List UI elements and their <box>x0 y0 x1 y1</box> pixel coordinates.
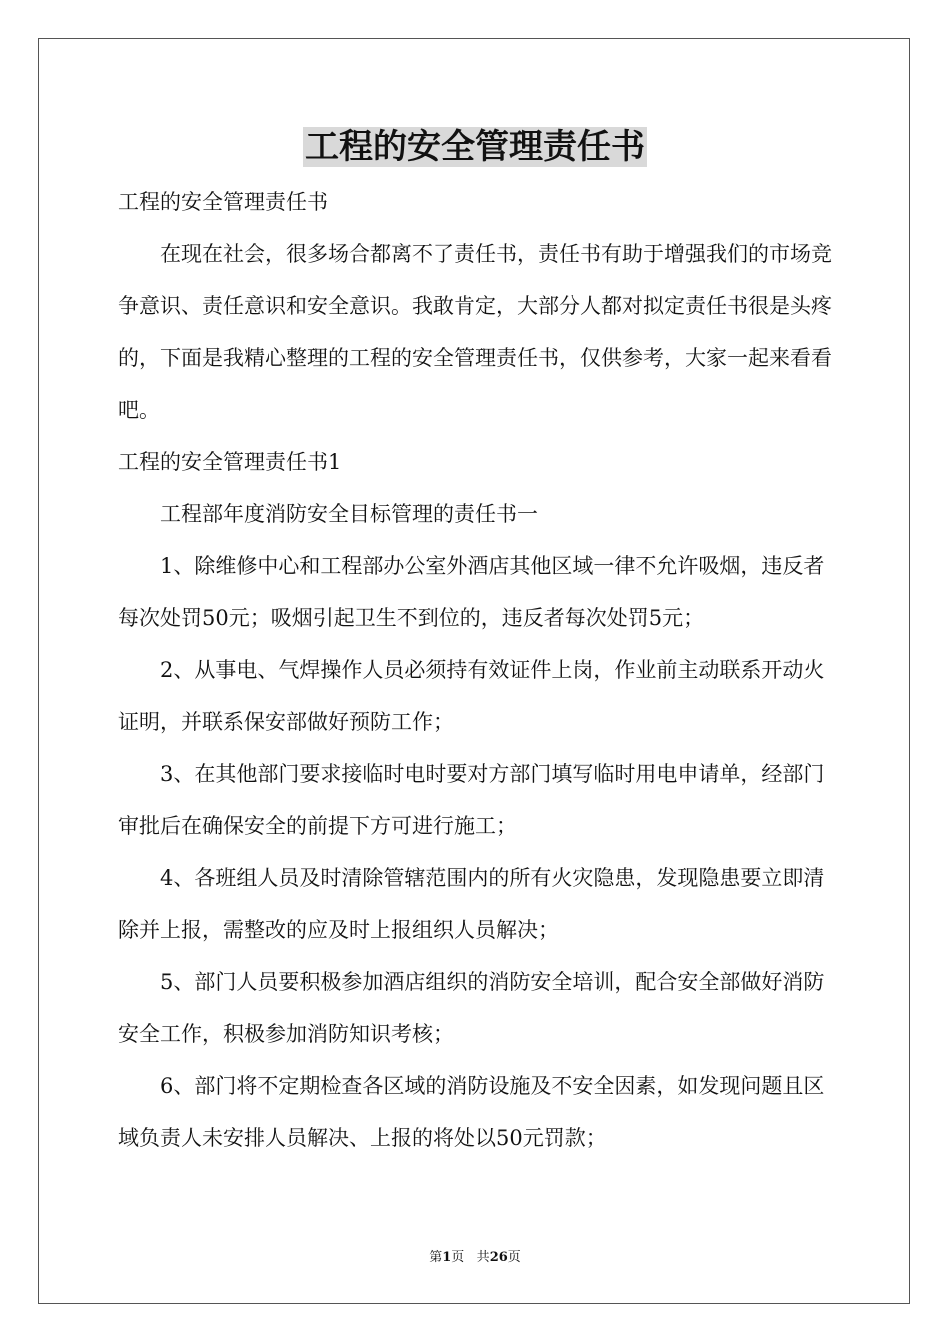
document-body <box>118 176 838 1164</box>
paragraph-heading: 工程的安全管理责任书 <box>118 190 328 214</box>
list-item: 5、部门人员要积极参加酒店组织的消防安全培训，配合安全部做好消防安全工作，积极参加消防知识考核； <box>118 970 825 1046</box>
page-footer <box>0 1246 950 1265</box>
list-item: 3、在其他部门要求接临时电时要对方部门填写临时用电申请单，经部门审批后在确保安全的前提下方可进行施工； <box>118 762 825 838</box>
footer-page-prefix: 第 <box>429 1250 443 1265</box>
document-title-text: 工程的安全管理责任书 <box>305 127 645 167</box>
footer-total-pages: 26 <box>489 1250 508 1265</box>
section-heading-1: 工程的安全管理责任书1 <box>118 450 342 474</box>
footer-total-suffix: 页 <box>507 1250 521 1265</box>
subsection-heading: 工程部年度消防安全目标管理的责任书一 <box>160 502 538 526</box>
footer-total-prefix: 共 <box>476 1250 490 1265</box>
paragraph-intro: 在现在社会，很多场合都离不了责任书，责任书有助于增强我们的市场竞争意识、责任意识和安全意识。我敢肯定，大部分人都对拟定责任书很是头疼的，下面是我精心整理的工程的安全管理责任书，仅供参考，大家一起来看看吧。 <box>118 242 832 422</box>
footer-page-number: 1 <box>442 1250 452 1265</box>
list-item: 6、部门将不定期检查各区域的消防设施及不安全因素，如发现问题且区域负责人未安排人员解决、上报的将处以50元罚款； <box>118 1074 825 1150</box>
list-item: 2、从事电、气焊操作人员必须持有效证件上岗，作业前主动联系开动火证明，并联系保安部做好预防工作； <box>118 658 825 734</box>
footer-page-suffix: 页 <box>451 1250 465 1265</box>
list-item: 1、除维修中心和工程部办公室外酒店其他区域一律不允许吸烟，违反者每次处罚50元；吸烟引起卫生不到位的，违反者每次处罚5元； <box>118 554 825 630</box>
document-title <box>0 124 950 170</box>
list-item: 4、各班组人员及时清除管辖范围内的所有火灾隐患，发现隐患要立即清除并上报，需整改的应及时上报组织人员解决； <box>118 866 825 942</box>
